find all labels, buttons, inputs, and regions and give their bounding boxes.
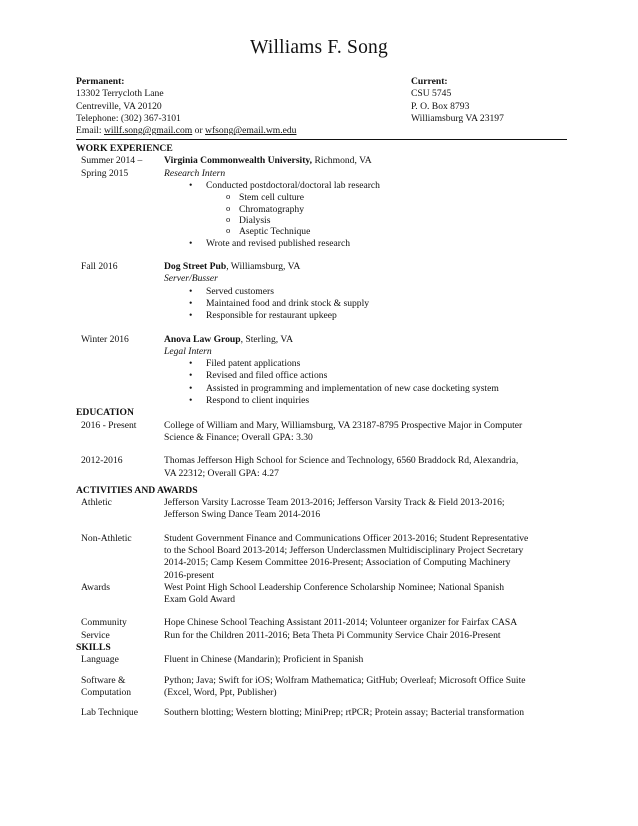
entry-text: Student Government Finance and Communications Officer 2013-2016; Student Representative bbox=[164, 532, 529, 544]
bullet-item: • Wrote and revised published research bbox=[164, 238, 576, 250]
entry-text: Science & Finance; Overall GPA: 3.30 bbox=[164, 431, 313, 443]
entry-heading bbox=[164, 334, 576, 346]
entry-text: Jefferson Varsity Lacrosse Team 2013-2016; Jefferson Varsity Track & Field 2013-2016; bbox=[164, 497, 505, 509]
entry-text: Exam Gold Award bbox=[164, 594, 236, 606]
entry-date bbox=[81, 334, 163, 346]
entry-label-text: Service bbox=[81, 629, 110, 641]
entry-label-text: Non-Athletic bbox=[81, 532, 132, 544]
entry-body bbox=[164, 334, 576, 408]
entry-body bbox=[164, 261, 576, 322]
entry-text: Southern blotting; Western blotting; MiniPrep; rtPCR; Protein assay; Bacterial transformation bbox=[164, 707, 525, 719]
date-range: 2016 - Present bbox=[81, 419, 137, 431]
sub-bullet-list bbox=[164, 192, 576, 238]
current-line-2: P. O. Box 8793 bbox=[411, 100, 470, 112]
sub-bullet-item: o Aseptic Technique bbox=[164, 226, 576, 237]
sub-bullet-item: o Chromatography bbox=[164, 204, 576, 215]
education-entry-tjhsst bbox=[76, 455, 576, 480]
role-title: Legal Intern bbox=[164, 345, 212, 357]
permanent-heading: Permanent: bbox=[76, 76, 125, 87]
current-heading: Current: bbox=[411, 76, 448, 87]
current-line-1: CSU 5745 bbox=[411, 88, 452, 100]
bullet-item: • Revised and filed office actions bbox=[164, 370, 576, 382]
entry-label bbox=[81, 582, 163, 594]
header-divider bbox=[76, 139, 567, 140]
section-title-activities: ACTIVITIES AND AWARDS bbox=[76, 484, 198, 496]
section-title-skills: SKILLS bbox=[76, 642, 111, 654]
skill-entry-software bbox=[76, 675, 576, 700]
bullet-list bbox=[164, 238, 576, 250]
bullet-item: • Responsible for restaurant upkeep bbox=[164, 310, 576, 322]
entry-text: 2016-present bbox=[164, 569, 215, 581]
date-start: Summer 2014 – bbox=[81, 155, 143, 167]
entry-date bbox=[81, 420, 163, 432]
org-name: Dog Street Pub bbox=[164, 261, 227, 273]
email-label: Email: bbox=[76, 125, 102, 137]
entry-body bbox=[164, 707, 576, 719]
bullet-item: • Maintained food and drink stock & supply bbox=[164, 298, 576, 310]
activity-entry-non-athletic bbox=[76, 533, 576, 582]
email-or: or bbox=[194, 125, 203, 137]
email-link-wm[interactable]: wfsong@email.wm.edu bbox=[205, 125, 297, 137]
entry-text: Jefferson Swing Dance Team 2014-2016 bbox=[164, 509, 321, 521]
entry-body bbox=[164, 420, 576, 445]
entry-label-text: Software & bbox=[81, 674, 126, 686]
activity-entry-awards bbox=[76, 582, 576, 607]
entry-date bbox=[81, 261, 163, 273]
entry-label-text: Community bbox=[81, 617, 127, 629]
entry-body bbox=[164, 455, 576, 480]
entry-text: Thomas Jefferson High School for Science and Technology, 6560 Braddock Rd, Alexandria, bbox=[164, 455, 519, 467]
entry-label-text: Computation bbox=[81, 686, 132, 698]
work-entry-vcu bbox=[76, 155, 576, 250]
bullet-item: • Filed patent applications bbox=[164, 358, 576, 370]
sub-bullet-item: o Stem cell culture bbox=[164, 192, 576, 203]
date-start: Fall 2016 bbox=[81, 261, 118, 273]
work-entry-anova bbox=[76, 334, 576, 408]
work-entry-dog-street-pub bbox=[76, 261, 576, 322]
entry-heading bbox=[164, 261, 576, 273]
date-start: Winter 2016 bbox=[81, 333, 129, 345]
permanent-phone: Telephone: (302) 367-3101 bbox=[76, 112, 181, 124]
role-title: Research Intern bbox=[164, 167, 226, 179]
entry-text: Hope Chinese School Teaching Assistant 2011-2014; Volunteer organizer for Fairfax CASA bbox=[164, 617, 518, 629]
role-title: Server/Busser bbox=[164, 273, 218, 285]
permanent-address bbox=[76, 76, 296, 137]
activity-entry-community-service bbox=[76, 617, 576, 642]
entry-body bbox=[164, 675, 576, 700]
current-address bbox=[411, 76, 504, 125]
entry-label bbox=[81, 497, 163, 509]
entry-body bbox=[164, 654, 576, 666]
entry-body bbox=[164, 582, 576, 607]
section-title-work: WORK EXPERIENCE bbox=[76, 143, 173, 154]
org-name: Virginia Commonwealth University, bbox=[164, 155, 313, 167]
org-location: , Sterling, VA bbox=[240, 333, 294, 345]
entry-label bbox=[81, 675, 163, 700]
permanent-street: 13302 Terrycloth Lane bbox=[76, 88, 164, 100]
email-link-gmail[interactable]: willf.song@gmail.com bbox=[103, 125, 193, 137]
entry-body bbox=[164, 617, 576, 642]
entry-text: Python; Java; Swift for iOS; Wolfram Mathematica; GitHub; Overleaf; Microsoft Office Suite bbox=[164, 674, 526, 686]
entry-body bbox=[164, 533, 576, 582]
entry-body bbox=[164, 155, 576, 250]
entry-date bbox=[81, 455, 163, 467]
education-entry-wm bbox=[76, 420, 576, 445]
resume-content bbox=[76, 143, 576, 720]
skill-entry-language bbox=[76, 654, 576, 666]
entry-text: West Point High School Leadership Conference Scholarship Nominee; National Spanish bbox=[164, 581, 505, 593]
bullet-list bbox=[164, 358, 576, 407]
entry-body bbox=[164, 497, 576, 522]
entry-label bbox=[81, 617, 163, 642]
entry-text: Fluent in Chinese (Mandarin); Proficient in Spanish bbox=[164, 654, 364, 666]
skill-entry-lab-technique bbox=[76, 707, 576, 719]
org-location: , Williamsburg, VA bbox=[226, 261, 301, 273]
entry-label-text: Lab Technique bbox=[81, 707, 138, 719]
email-line bbox=[76, 125, 296, 137]
entry-heading bbox=[164, 155, 576, 167]
resume-name: Williams F. Song bbox=[250, 37, 388, 58]
sub-bullet-item: o Dialysis bbox=[164, 215, 576, 226]
activity-entry-athletic bbox=[76, 497, 576, 522]
entry-label-text: Language bbox=[81, 654, 119, 666]
entry-label bbox=[81, 654, 163, 666]
date-range: 2012-2016 bbox=[81, 455, 123, 467]
entry-label bbox=[81, 533, 163, 545]
section-title-education: EDUCATION bbox=[76, 407, 134, 419]
entry-date bbox=[81, 155, 163, 180]
bullet-item: • Served customers bbox=[164, 286, 576, 298]
entry-label bbox=[81, 707, 163, 719]
bullet-item: • Assisted in programming and implementation of new case docketing system bbox=[164, 383, 576, 395]
entry-text: (Excel, Word, Ppt, Publisher) bbox=[164, 686, 277, 698]
org-name: Anova Law Group bbox=[164, 333, 241, 345]
org-location: Richmond, VA bbox=[314, 155, 372, 167]
bullet-item: • Conducted postdoctoral/doctoral lab research bbox=[164, 180, 576, 192]
entry-text: to the School Board 2013-2014; Jefferson Underclassmen Multidisciplinary Project Secretary bbox=[164, 544, 524, 556]
entry-text: Run for the Children 2011-2016; Beta Theta Pi Community Service Chair 2016-Present bbox=[164, 629, 501, 641]
current-line-3: Williamsburg VA 23197 bbox=[411, 112, 504, 124]
bullet-list bbox=[164, 286, 576, 323]
permanent-city: Centreville, VA 20120 bbox=[76, 100, 162, 112]
date-end: Spring 2015 bbox=[81, 167, 129, 179]
entry-label-text: Athletic bbox=[81, 497, 112, 509]
entry-text: 2014-2015; Camp Kesem Committee 2016-Present; Association of Computing Machinery bbox=[164, 557, 511, 569]
entry-text: College of William and Mary, Williamsburg, VA 23187-8795 Prospective Major in Computer bbox=[164, 419, 523, 431]
bullet-item: • Respond to client inquiries bbox=[164, 395, 576, 407]
entry-label-text: Awards bbox=[81, 581, 110, 593]
entry-text: VA 22312; Overall GPA: 4.27 bbox=[164, 467, 279, 479]
